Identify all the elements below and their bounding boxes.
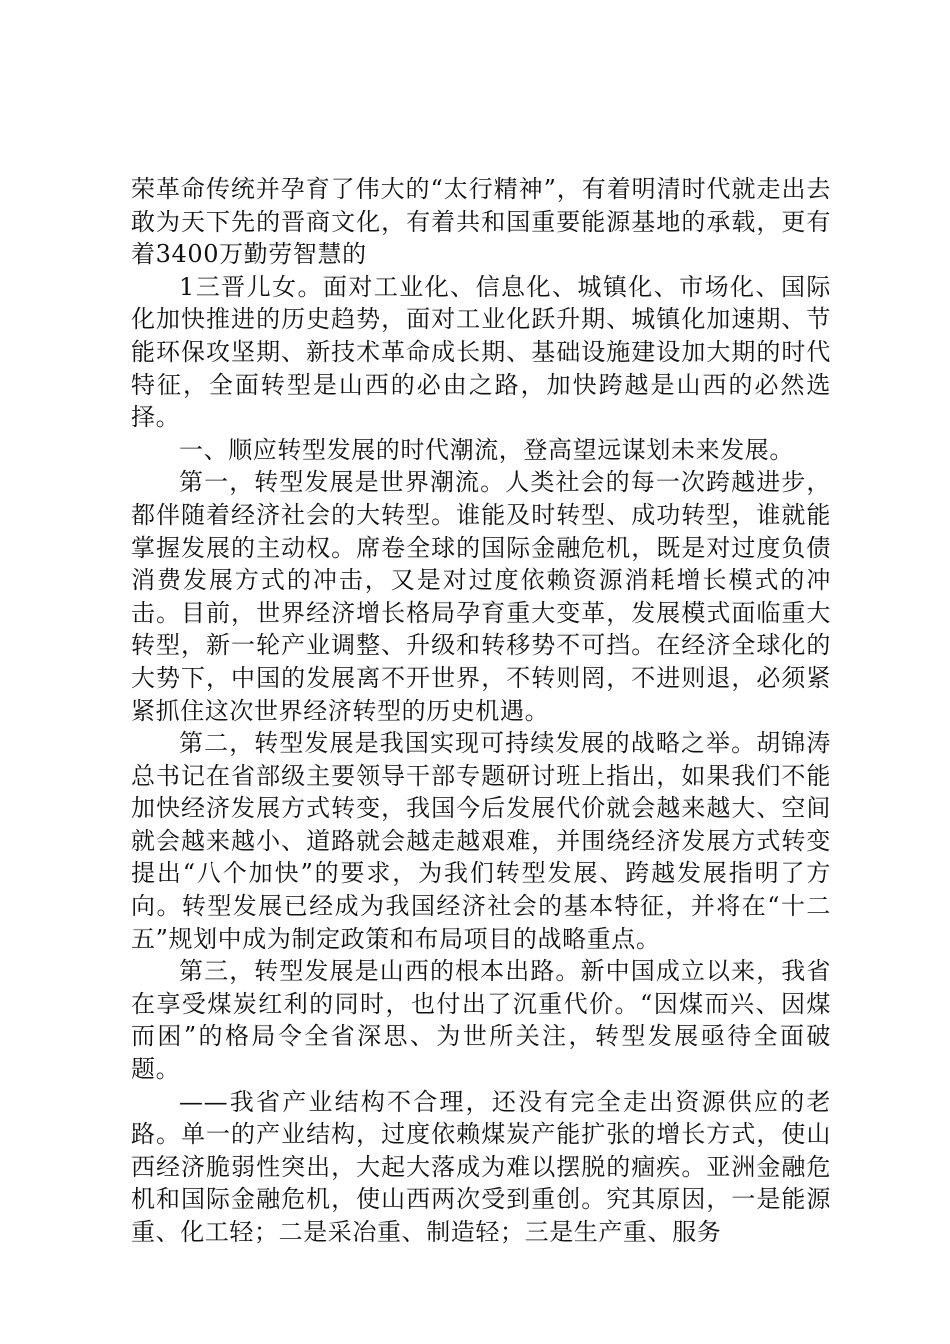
paragraph-3: 第一，转型发展是世界潮流。人类社会的每一次跨越进步，都伴随着经济社会的大转型。谁能及时转型、成功转型，谁就能掌握发展的主动权。席卷全球的国际金融危机，既是对过度负债消费发展方式的冲击，又是对过度依赖资源消耗增长模式的冲击。目前，世界经济增长格局孕育重大变革，发展模式面临重大转型，新一轮产业调整、升级和转移势不可挡。在经济全球化的大势下，中国的发展离不开世界，不转则罔，不进则退，必须紧紧抓住这次世界经济转型的历史机遇。 [131, 468, 831, 725]
paragraph-4: 第二，转型发展是我国实现可持续发展的战略之举。胡锦涛总书记在省部级主要领导干部专题研讨班上指出，如果我们不能加快经济发展方式转变，我国今后发展代价就会越来越大、空间就会越来越小、道路就会越走越艰难，并围绕经济发展方式转变提出“八个加快”的要求，为我们转型发展、跨越发展指明了方向。转型发展已经成为我国经济社会的基本特征，并将在“十二五”规划中成为制定政策和布局项目的战略重点。 [131, 729, 831, 953]
paragraph-1: 荣革命传统并孕育了伟大的“太行精神”，有着明清时代就走出去敢为天下先的晋商文化，有着共和国重要能源基地的承载，更有着3400万勤劳智慧的 [131, 175, 831, 269]
section-heading-1: 一、顺应转型发展的时代潮流，登高望远谋划未来发展。 [179, 435, 794, 464]
paragraph-2: 1三晋儿女。面对工业化、信息化、城镇化、市场化、国际化加快推进的历史趋势，面对工业化跃升期、城镇化加速期、节能环保攻坚期、新技术革命成长期、基础设施建设加大期的时代特征，全面转型是山西的必由之路，加快跨越是山西的必然选择。 [131, 272, 831, 432]
paragraph-6: ——我省产业结构不合理，还没有完全走出资源供应的老路。单一的产业结构，过度依赖煤炭产能扩张的增长方式，使山西经济脆弱性突出，大起大落成为难以摆脱的痼疾。亚洲金融危机和国际金融危机，使山西两次受到重创。究其原因，一是能源重、化工轻；二是采冶重、制造轻；三是生产重、服务 [131, 1087, 831, 1246]
paragraph-5: 第三，转型发展是山西的根本出路。新中国成立以来，我省在享受煤炭红利的同时，也付出了沉重代价。“因煤而兴、因煤而困”的格局令全省深思、为世所关注，转型发展亟待全面破题。 [131, 957, 831, 1084]
document-body [131, 173, 831, 1249]
